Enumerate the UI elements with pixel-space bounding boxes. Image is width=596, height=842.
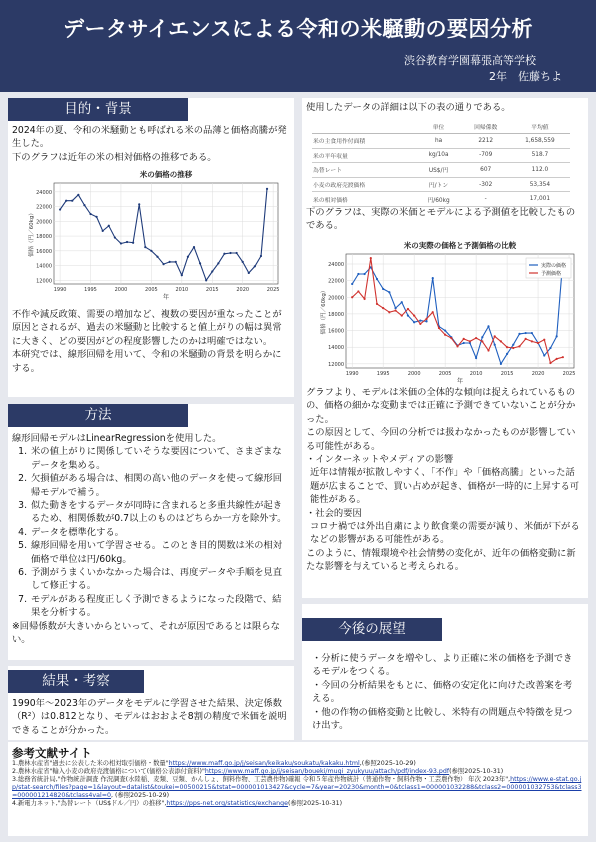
data-point bbox=[388, 311, 390, 313]
data-point bbox=[438, 327, 440, 329]
x-tick-label: 2010 bbox=[469, 371, 483, 377]
data-point bbox=[96, 216, 98, 218]
data-point bbox=[549, 347, 551, 349]
data-point bbox=[556, 358, 558, 360]
table-header-row bbox=[312, 120, 570, 134]
purpose-paragraph-3: 不作や減反政策、需要の増加など、複数の要因が重なったことが原因とされるが、過去の米騒動と比較すると値上がりの幅は異常に大きく、どの要因がどの程度影響したのかは明確ではない。 bbox=[12, 309, 282, 347]
table-cell: ha bbox=[415, 134, 461, 149]
data-point bbox=[138, 203, 140, 205]
y-tick-label: 20000 bbox=[36, 219, 52, 226]
x-tick-label: 1995 bbox=[84, 287, 97, 293]
discussion-intro: 下のグラフは、実際の米価とモデルによる予測値を比較したものである。 bbox=[306, 207, 576, 232]
data-point bbox=[376, 303, 378, 305]
data-point bbox=[144, 246, 146, 248]
table-cell: 2212 bbox=[462, 134, 510, 149]
x-tick-label: 2025 bbox=[266, 287, 280, 293]
table-cell: 円/60kg bbox=[415, 192, 461, 207]
data-point bbox=[357, 290, 359, 292]
data-point bbox=[382, 288, 384, 290]
reference-item bbox=[12, 760, 586, 768]
data-point bbox=[506, 353, 508, 355]
reference-text: (参照2025-10-31) bbox=[449, 768, 504, 775]
data-point bbox=[83, 204, 85, 206]
data-point bbox=[248, 272, 250, 274]
table-row bbox=[312, 163, 570, 178]
data-point bbox=[102, 230, 104, 232]
y-tick-label: 12000 bbox=[36, 278, 52, 285]
data-point bbox=[370, 257, 372, 259]
purpose-paragraph-2: 下のグラフは近年の米の相対価格の推移である。 bbox=[12, 151, 217, 163]
data-point bbox=[506, 346, 508, 348]
results-heading: 結果・考察 bbox=[8, 670, 144, 693]
data-point bbox=[512, 344, 514, 346]
data-point bbox=[388, 291, 390, 293]
table-cell: kg/10a bbox=[415, 148, 461, 163]
data-point bbox=[266, 188, 268, 190]
method-intro: 線形回帰モデルはLinearRegressionを使用した。 bbox=[12, 433, 222, 444]
x-tick-label: 2020 bbox=[531, 371, 545, 377]
x-tick-label: 2015 bbox=[500, 371, 514, 377]
purpose-paragraph-4: 本研究では、線形回帰を用いて、令和の米騒動の背景を明らかにする。 bbox=[12, 349, 282, 374]
y-tick-label: 14000 bbox=[328, 345, 344, 352]
reference-text: (参照2025-10-31) bbox=[288, 800, 343, 807]
data-point bbox=[132, 242, 134, 244]
method-step: 1. 米の値上がりに関係していそうな要因について、さまざまなデータを集める。 bbox=[30, 445, 290, 472]
reference-text: ,(参照2025-10-29) bbox=[359, 760, 416, 767]
discussion-line: グラフより、モデルは米価の全体的な傾向は捉えられているものの、価格の細かな変動までは正確に予測できていないことが分かった。 bbox=[306, 387, 576, 425]
purpose-heading: 目的・背景 bbox=[8, 98, 188, 121]
method-step: 6. 予測がうまくいかなかった場合は、再度データや手順を見直して修正する。 bbox=[30, 566, 290, 593]
data-point bbox=[71, 200, 73, 202]
table-row bbox=[312, 148, 570, 163]
data-point bbox=[419, 323, 421, 325]
data-point bbox=[531, 340, 533, 342]
data-point bbox=[108, 225, 110, 227]
data-point bbox=[512, 347, 514, 349]
y-tick-label: 20000 bbox=[328, 295, 344, 302]
reference-link[interactable]: https://pps-net.org/statistics/exchange bbox=[166, 800, 289, 807]
y-tick-label: 14000 bbox=[36, 263, 52, 270]
data-point bbox=[487, 349, 489, 351]
x-tick-label: 1995 bbox=[376, 371, 390, 377]
data-point bbox=[487, 325, 489, 327]
x-tick-label: 1990 bbox=[345, 371, 359, 377]
method-steps bbox=[12, 445, 290, 619]
poster-header bbox=[0, 0, 596, 92]
x-axis-label: 年 bbox=[162, 294, 170, 301]
data-point bbox=[169, 261, 171, 263]
y-tick-label: 22000 bbox=[36, 204, 52, 211]
x-tick-label: 2025 bbox=[562, 371, 576, 377]
data-point bbox=[236, 252, 238, 254]
table-cell: 米の相対価格 bbox=[312, 192, 415, 207]
table-header-cell bbox=[312, 120, 415, 134]
x-tick-label: 2000 bbox=[114, 287, 128, 293]
data-point bbox=[537, 342, 539, 344]
data-point bbox=[175, 261, 177, 263]
reference-item bbox=[12, 800, 586, 808]
data-point bbox=[126, 241, 128, 243]
data-point bbox=[525, 332, 527, 334]
data-point bbox=[450, 337, 452, 339]
poster-title: データサイエンスによる令和の米騒動の要因分析 bbox=[62, 17, 534, 41]
data-point bbox=[187, 256, 189, 258]
x-tick-label: 2005 bbox=[438, 371, 452, 377]
data-point bbox=[500, 340, 502, 342]
table-cell: - bbox=[462, 192, 510, 207]
y-tick-label: 22000 bbox=[328, 278, 344, 285]
data-point bbox=[223, 253, 225, 255]
data-point bbox=[77, 194, 79, 196]
data-point bbox=[229, 252, 231, 254]
data-point bbox=[518, 333, 520, 335]
purpose-paragraph-1: 2024年の夏、令和の米騒動とも呼ばれる米の品薄と価格高騰が発生した。 bbox=[12, 125, 287, 150]
discussion-line: 近年は情報が拡散しやすく、「不作」や「価格高騰」といった話題が広まることで、買い占めが起き、価格が一時的に上昇する可能性がある。 bbox=[310, 467, 580, 506]
comparison-chart bbox=[304, 238, 586, 386]
data-point bbox=[425, 320, 427, 322]
method-note: ※回帰係数が大きいからといって、それが原因であるとは限らない。 bbox=[12, 620, 280, 646]
table-cell: 518.7 bbox=[510, 148, 570, 163]
plot-area bbox=[54, 183, 278, 284]
table-cell: 米の主食用作付面積 bbox=[312, 134, 415, 149]
data-point bbox=[357, 273, 359, 275]
data-point bbox=[114, 236, 116, 238]
data-point bbox=[500, 363, 502, 365]
y-tick-label: 24000 bbox=[36, 189, 52, 196]
data-point bbox=[549, 362, 551, 364]
x-tick-label: 2005 bbox=[145, 287, 158, 293]
table-cell: 112.0 bbox=[510, 163, 570, 178]
data-point bbox=[401, 301, 403, 303]
data-point bbox=[456, 345, 458, 347]
data-point bbox=[432, 277, 434, 279]
data-point bbox=[181, 274, 183, 276]
author-name: 2年 佐藤ちよ bbox=[489, 70, 562, 83]
data-point bbox=[394, 307, 396, 309]
results-text: 1990年〜2023年のデータをモデルに学習させた結果、決定係数（R²）は0.812となり、モデルはおおよそ8割の精度で米価を説明できることが分かった。 bbox=[12, 698, 287, 736]
references-heading: 参考文献サイト bbox=[12, 746, 92, 760]
discussion-line: この原因として、今回の分析では扱わなかったものが影響している可能性がある。 bbox=[306, 427, 576, 452]
data-point bbox=[444, 334, 446, 336]
reference-text: , (参照2025-10-29) bbox=[111, 792, 170, 799]
y-axis-label: 価格（円／60kg） bbox=[29, 210, 35, 257]
reference-text: 1.農林水産省"過去に公表した米の相対取引価格・数量" bbox=[12, 760, 169, 767]
x-tick-label: 2010 bbox=[175, 287, 189, 293]
purpose-intro bbox=[12, 124, 290, 164]
data-point bbox=[254, 265, 256, 267]
data-point bbox=[193, 246, 195, 248]
data-point bbox=[481, 340, 483, 342]
data-point bbox=[376, 278, 378, 280]
x-tick-label: 1990 bbox=[53, 287, 67, 293]
x-tick-label: 2015 bbox=[205, 287, 219, 293]
data-point bbox=[120, 242, 122, 244]
discussion-line: このように、情報環境や社会情勢の変化が、近年の価格変動に新たな影響を与えていると考えられる。 bbox=[306, 547, 576, 573]
data-point bbox=[494, 344, 496, 346]
data-point bbox=[531, 332, 533, 334]
data-point bbox=[59, 208, 61, 210]
data-point bbox=[475, 357, 477, 359]
data-point bbox=[413, 314, 415, 316]
x-tick-label: 2000 bbox=[407, 371, 421, 377]
data-point bbox=[481, 336, 483, 338]
future-item: ・分析に使うデータを増やし、より正確に米の価格を予測できるモデルをつくる。 bbox=[312, 653, 573, 678]
method-step: 5. 線形回帰を用いて学習させる。このとき目的関数は米の相対価格で単位は円/60kg。 bbox=[30, 539, 290, 566]
data-point bbox=[494, 335, 496, 337]
reference-text: 4.新電力ネット,"為替レート（US$ドル／円）の推移", bbox=[12, 800, 167, 807]
reference-link[interactable]: https://www.maff.go.jp/j/seisan/keikaku/soukatu/kakaku.html bbox=[168, 760, 360, 767]
discussion-line: ・インターネットやメディアの影響 bbox=[306, 454, 454, 466]
data-point bbox=[469, 340, 471, 342]
data-point bbox=[407, 314, 409, 316]
y-tick-label: 24000 bbox=[328, 261, 344, 268]
data-point bbox=[65, 200, 67, 202]
data-intro: 使用したデータの詳細は以下の表の通りである。 bbox=[306, 102, 511, 113]
data-point bbox=[432, 311, 434, 313]
table-cell: 607 bbox=[462, 163, 510, 178]
data-point bbox=[525, 338, 527, 340]
reference-link[interactable]: https://www.e-stat.go.jp/stat-search/files?page=1&layout=datalist&toukei=00500215&tstat=000001013427&cycle=7&year=20230&month=0&tclass1=000001032288&tclass2=000001032753&tclass3=000001214820&tclass4val=0 bbox=[12, 776, 582, 799]
data-point bbox=[543, 339, 545, 341]
reference-item bbox=[12, 776, 586, 800]
data-point bbox=[199, 262, 201, 264]
x-tick-label: 2020 bbox=[236, 287, 250, 293]
data-point bbox=[425, 318, 427, 320]
reference-item bbox=[12, 768, 586, 776]
discussion-line: ・社会的要因 bbox=[306, 507, 362, 519]
table-cell: 17,001 bbox=[510, 192, 570, 207]
y-tick-label: 18000 bbox=[36, 234, 52, 241]
x-axis-label: 年 bbox=[456, 378, 464, 385]
y-tick-label: 12000 bbox=[328, 361, 344, 368]
future-item: ・他の作物の価格変動と比較し、米特有の問題点や特徴を見つけ出す。 bbox=[312, 706, 573, 732]
table-cell: 1,658,559 bbox=[510, 134, 570, 149]
data-point bbox=[419, 319, 421, 321]
school-name: 渋谷教育学園幕張高等学校 bbox=[404, 54, 536, 67]
data-point bbox=[89, 213, 91, 215]
table-cell: -302 bbox=[462, 177, 510, 192]
data-point bbox=[260, 255, 262, 257]
data-point bbox=[413, 321, 415, 323]
y-tick-label: 18000 bbox=[328, 311, 344, 318]
table-row bbox=[312, 177, 570, 192]
table-cell: 米の平年収量 bbox=[312, 148, 415, 163]
references-list bbox=[12, 760, 586, 808]
method-body bbox=[12, 432, 290, 647]
data-point bbox=[401, 314, 403, 316]
table-header-cell: 平均値 bbox=[510, 120, 570, 134]
discussion-body bbox=[306, 386, 584, 574]
data-point bbox=[463, 338, 465, 340]
discussion-line: コロナ禍では外出自粛により飲食業の需要が減り、米価が下がるなどの影響がある可能性がある。 bbox=[310, 521, 580, 546]
data-point bbox=[351, 296, 353, 298]
table-cell: 小麦の政府売渡価格 bbox=[312, 177, 415, 192]
table-row bbox=[312, 134, 570, 149]
method-heading: 方法 bbox=[8, 404, 188, 427]
legend-label: 実際の価格 bbox=[541, 263, 567, 269]
data-point bbox=[156, 256, 158, 258]
data-point bbox=[363, 273, 365, 275]
y-axis-label: 価格（円／60kg） bbox=[321, 287, 327, 335]
rice-price-chart bbox=[10, 166, 292, 302]
data-point bbox=[394, 309, 396, 311]
table-header-cell: 回帰係数 bbox=[462, 120, 510, 134]
table-cell: 円/トン bbox=[415, 177, 461, 192]
method-step: 7. モデルがある程度正しく予測できるようになった段階で、結果を分析する。 bbox=[30, 593, 290, 620]
data-point bbox=[217, 262, 219, 264]
data-point bbox=[562, 356, 564, 358]
method-step: 3. 似た動きをするデータが同時に含まれると多重共線性が起きるため、相関係数が0.7以上のものはどちらか一方を除外す。 bbox=[30, 499, 290, 526]
method-step: 4. データを標準化する。 bbox=[30, 526, 290, 539]
data-table bbox=[312, 120, 570, 207]
table-header-cell: 単位 bbox=[415, 120, 461, 134]
table-cell: -709 bbox=[462, 148, 510, 163]
legend-label: 予測価格 bbox=[541, 271, 562, 277]
data-point bbox=[543, 354, 545, 356]
reference-link[interactable]: https://www.maff.go.jp/j/seisan/boueki/mugi_zyukyuu/attach/pdf/index-93.pdf bbox=[204, 768, 450, 775]
chart-title: 米の価格の推移 bbox=[139, 170, 193, 179]
y-tick-label: 16000 bbox=[328, 328, 344, 335]
data-point bbox=[463, 342, 465, 344]
future-list bbox=[312, 652, 580, 732]
data-point bbox=[351, 283, 353, 285]
data-point bbox=[475, 337, 477, 339]
table-cell: US$/円 bbox=[415, 163, 461, 178]
data-point bbox=[556, 335, 558, 337]
purpose-body bbox=[12, 308, 290, 375]
data-point bbox=[162, 263, 164, 265]
data-point bbox=[382, 307, 384, 309]
future-item: ・今回の分析結果をもとに、価格の安定化に向けた改善案を考える。 bbox=[312, 679, 573, 705]
method-step: 2. 欠損値がある場合は、相関の高い他のデータを使って線形回帰モデルで補う。 bbox=[30, 472, 290, 499]
future-heading: 今後の展望 bbox=[302, 618, 442, 641]
reference-text: 3.総務省統計局,"作物統計調査 作況調査(水陸稲、麦類、豆類、かんしょ、飼料作物、工芸農作物)確報 令和５年産作物統計（普通作物・飼料作物・工芸農作物） 年次 2023年", bbox=[12, 776, 511, 783]
data-point bbox=[205, 279, 207, 281]
data-point bbox=[150, 250, 152, 252]
data-point bbox=[518, 345, 520, 347]
data-point bbox=[363, 298, 365, 300]
table-cell: 53,354 bbox=[510, 177, 570, 192]
table-cell: 為替レート bbox=[312, 163, 415, 178]
reference-text: 2.農林水産省"輸入小麦の政府売渡価格について(価格公表添付資料)" bbox=[12, 768, 205, 775]
data-point bbox=[444, 329, 446, 331]
table-row bbox=[312, 192, 570, 207]
data-point bbox=[242, 261, 244, 263]
data-point bbox=[407, 308, 409, 310]
y-tick-label: 16000 bbox=[36, 248, 52, 255]
data-point bbox=[211, 270, 213, 272]
chart-title: 米の実際の価格と予測価格の比較 bbox=[403, 241, 517, 250]
